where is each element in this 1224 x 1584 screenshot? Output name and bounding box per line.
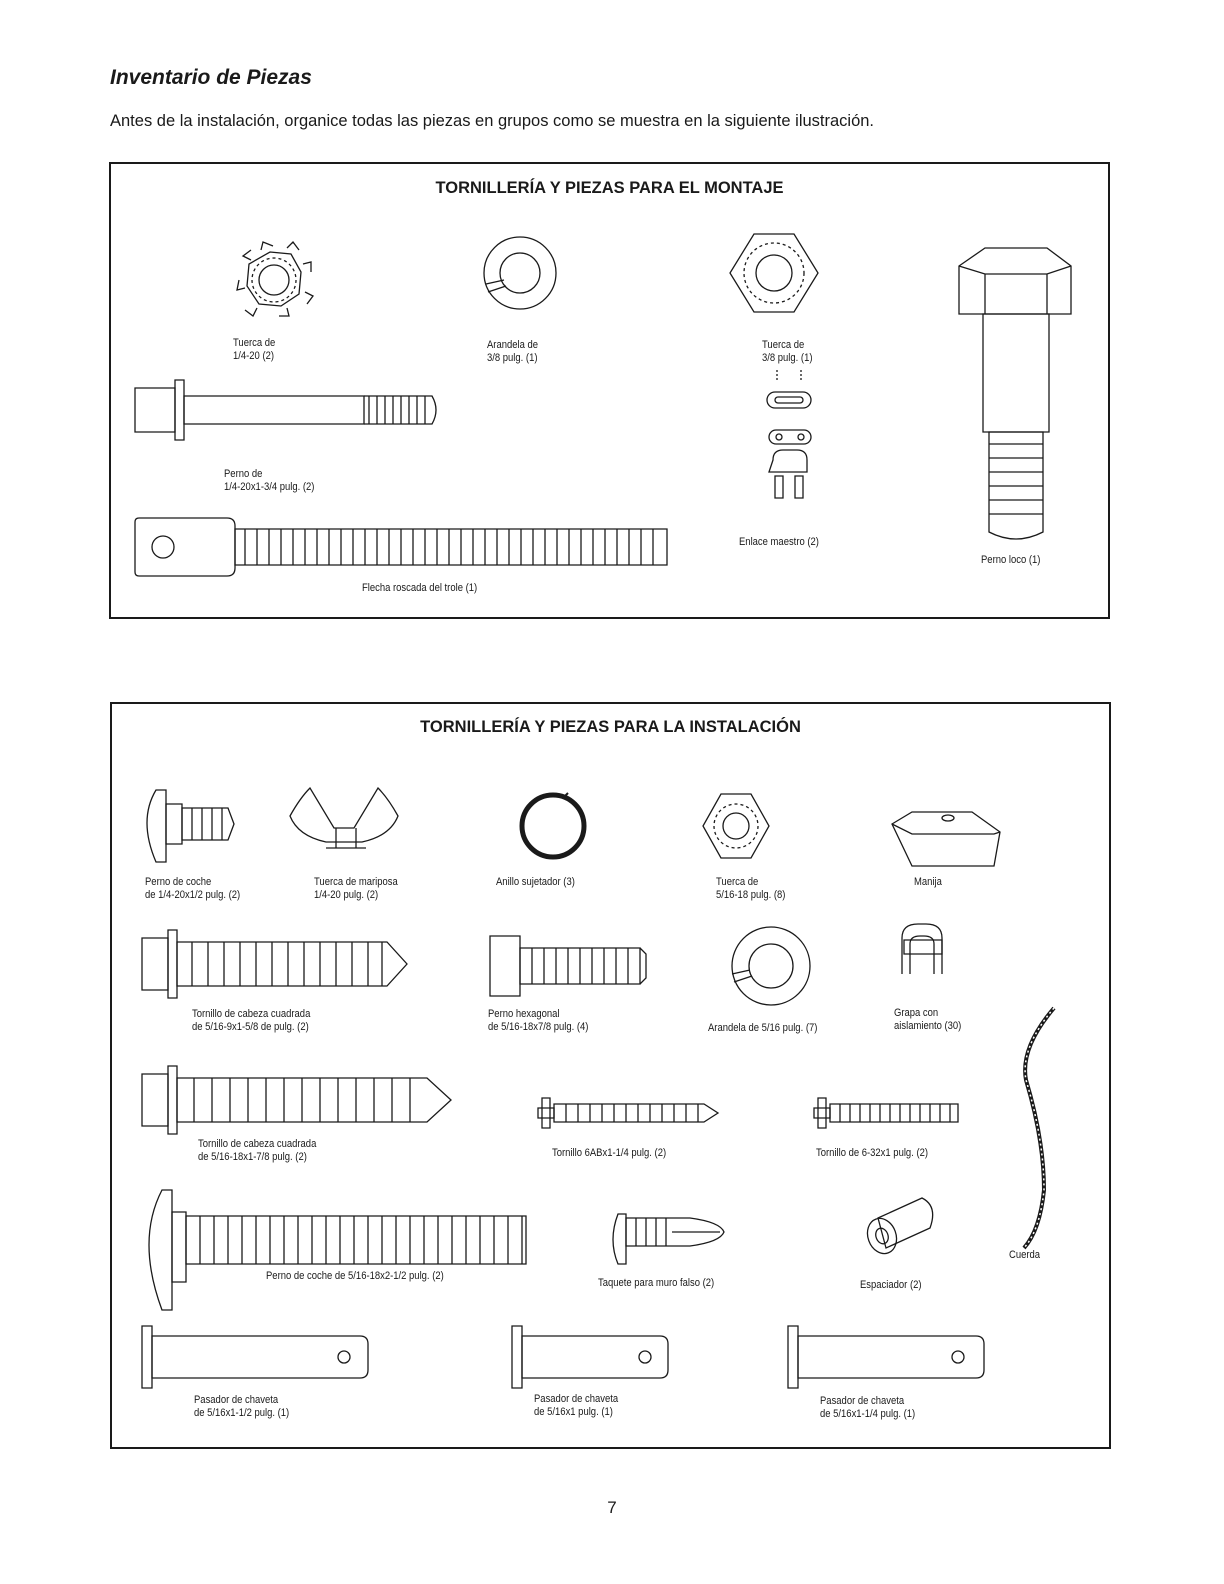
carriage-bolt-large-illustration [149, 1190, 526, 1310]
keps-nut-illustration [237, 242, 313, 316]
part-label-retaining-ring: Anillo sujetador (3) [496, 876, 575, 888]
part-label-bolt: Perno de 1/4-20x1-3/4 pulg. (2) [224, 468, 315, 493]
part-label-spacer: Espaciador (2) [860, 1279, 922, 1291]
trolley-threaded-shaft-illustration [135, 518, 667, 576]
part-label-washer-small: Arandela de 5/16 pulg. (7) [708, 1022, 818, 1034]
part-label-hex-nut-small: Tuerca de 5/16-18 pulg. (8) [716, 876, 786, 901]
hex-nut-illustration [730, 234, 818, 312]
part-label-carriage-bolt-large: Perno de coche de 5/16-18x2-1/2 pulg. (2) [266, 1270, 444, 1282]
spacer-illustration [863, 1198, 933, 1258]
rope-illustration [1024, 1008, 1054, 1248]
insulated-staple-illustration [902, 924, 942, 974]
part-label-drywall-anchor: Taquete para muro falso (2) [598, 1277, 715, 1289]
hex-nut-small-illustration [703, 794, 769, 858]
clevis-pin-large-illustration [142, 1326, 368, 1388]
idler-bolt-illustration [959, 248, 1071, 539]
assembly-heading: TORNILLERÍA Y PIEZAS PARA EL MONTAJE [435, 179, 784, 197]
assembly-illustrations [111, 164, 1112, 621]
part-label-clevis-pin-small: Pasador de chaveta de 5/16x1 pulg. (1) [534, 1393, 619, 1418]
part-label-handle: Manija [914, 876, 942, 888]
installation-illustrations [112, 704, 1113, 1451]
part-label-lag-screw-small: Tornillo de cabeza cuadrada de 5/16-9x1-5/8 de pulg. (2) [192, 1008, 311, 1033]
part-label-keps-nut: Tuerca de 1/4-20 (2) [233, 337, 276, 362]
page-title: Inventario de Piezas [110, 66, 312, 89]
part-label-idler-bolt: Perno loco (1) [981, 554, 1041, 566]
part-label-screw-6-32: Tornillo de 6-32x1 pulg. (2) [816, 1147, 929, 1159]
assembly-hardware-box [109, 162, 1110, 619]
installation-heading: TORNILLERÍA Y PIEZAS PARA LA INSTALACIÓN [420, 718, 801, 736]
part-label-wing-nut: Tuerca de mariposa 1/4-20 pulg. (2) [314, 876, 398, 901]
part-label-trolley-shaft: Flecha roscada del trole (1) [362, 582, 478, 594]
part-label-clevis-pin-medium: Pasador de chaveta de 5/16x1-1/4 pulg. (1) [820, 1395, 916, 1420]
lag-screw-small-illustration [142, 930, 407, 998]
part-label-carriage-bolt-small: Perno de coche de 1/4-20x1/2 pulg. (2) [145, 876, 241, 901]
screw-6ab-illustration [538, 1098, 718, 1128]
retaining-ring-illustration [522, 793, 584, 857]
carriage-bolt-small-illustration [147, 790, 234, 862]
bolt-illustration [135, 380, 436, 440]
wing-nut-illustration [290, 788, 398, 848]
lag-screw-large-illustration [142, 1066, 451, 1134]
drywall-anchor-illustration [613, 1214, 724, 1264]
part-label-rope: Cuerda [1009, 1249, 1041, 1261]
installation-hardware-box [110, 702, 1111, 1449]
intro-text: Antes de la instalación, organice todas las piezas en grupos como se muestra en la siguiente ilustración. [110, 112, 875, 130]
part-label-screw-6ab: Tornillo 6ABx1-1/4 pulg. (2) [552, 1147, 667, 1159]
clevis-pin-small-illustration [512, 1326, 668, 1388]
part-label-clevis-pin-large: Pasador de chaveta de 5/16x1-1/2 pulg. (1) [194, 1394, 290, 1419]
part-label-lock-washer: Arandela de 3/8 pulg. (1) [487, 339, 539, 364]
master-link-illustration [767, 370, 811, 498]
lock-washer-illustration [484, 237, 556, 309]
washer-small-illustration [732, 927, 810, 1005]
part-label-lag-screw-large: Tornillo de cabeza cuadrada de 5/16-18x1-7/8 pulg. (2) [198, 1138, 317, 1163]
hex-bolt-illustration [490, 936, 646, 996]
clevis-pin-medium-illustration [788, 1326, 984, 1388]
part-label-hex-nut: Tuerca de 3/8 pulg. (1) [762, 339, 813, 364]
part-label-hex-bolt: Perno hexagonal de 5/16-18x7/8 pulg. (4) [488, 1008, 589, 1033]
screw-6-32-illustration [814, 1098, 958, 1128]
part-label-master-link: Enlace maestro (2) [739, 536, 819, 548]
handle-illustration [892, 812, 1000, 866]
page-number: 7 [607, 1498, 617, 1517]
part-label-insulated-staple: Grapa con aislamiento (30) [894, 1007, 962, 1032]
